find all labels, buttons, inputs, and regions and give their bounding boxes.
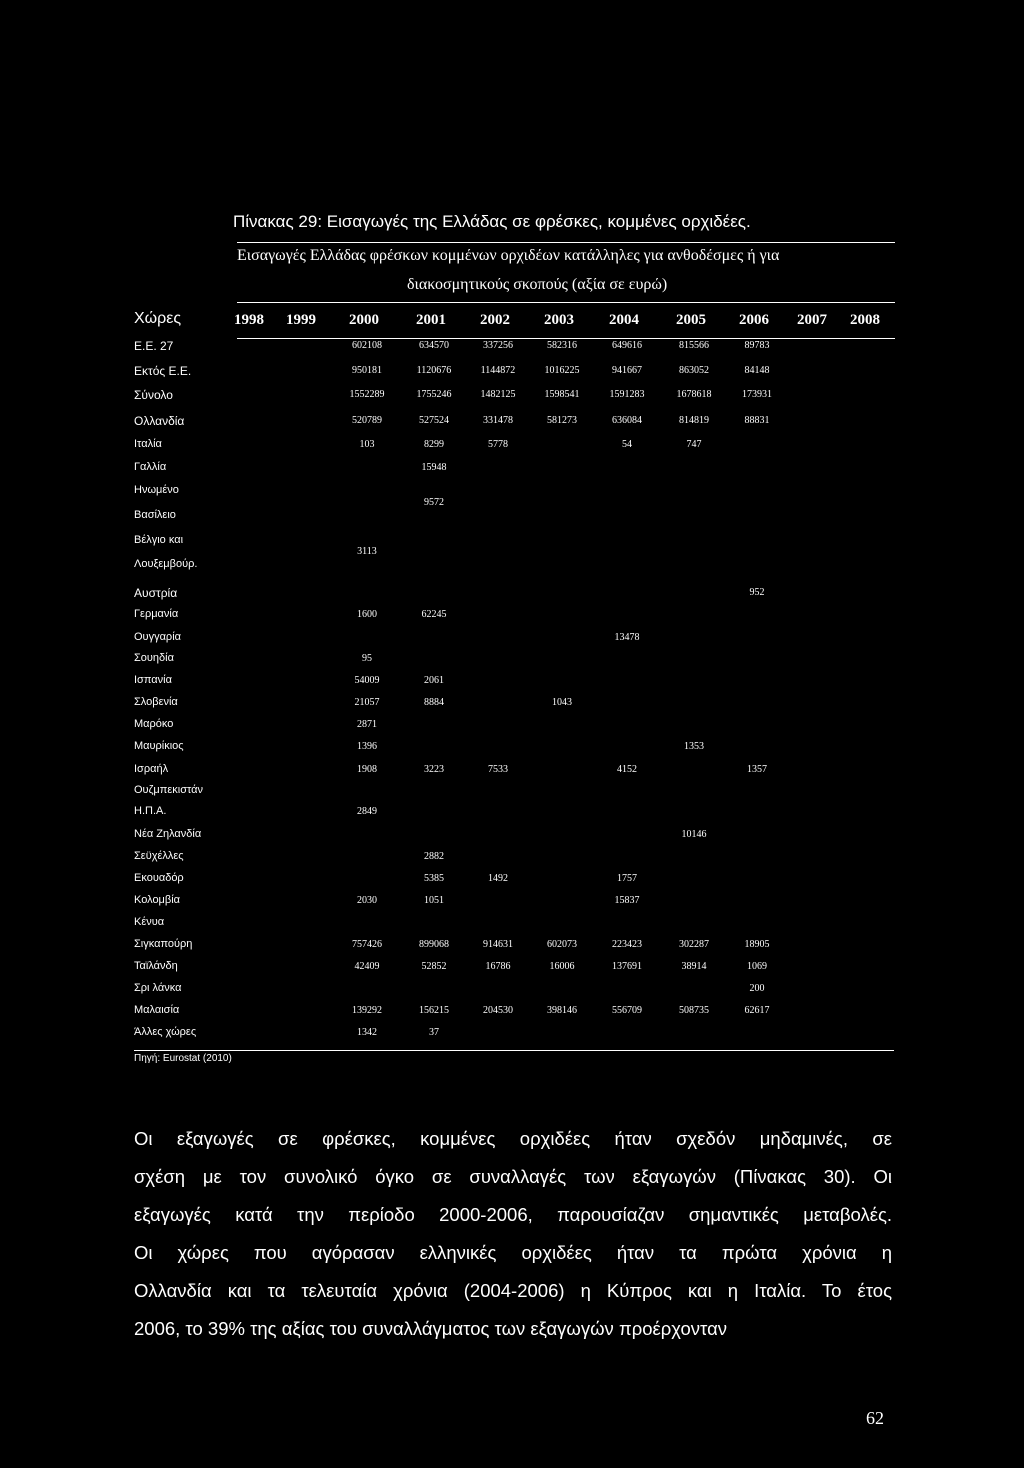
row-label: Σύνολο — [134, 388, 173, 402]
table-cell: 223423 — [612, 939, 642, 950]
table-cell: 13478 — [614, 632, 640, 643]
table-cell: 2849 — [357, 806, 377, 817]
table-cell: 1016225 — [544, 365, 580, 376]
table-cell: 602073 — [547, 939, 577, 950]
table-cell: 337256 — [483, 340, 513, 351]
table-header-line1: Εισαγωγές Ελλάδας φρέσκων κομμένων ορχιδέων κατάλληλες για ανθοδέσμες ή για — [237, 247, 780, 264]
year-header-2007: 2007 — [797, 312, 827, 328]
row-label: Νέα Ζηλανδία — [134, 828, 202, 840]
row-label-part: Βασίλειο — [134, 509, 176, 521]
table-cell: 10146 — [681, 829, 707, 840]
countries-column-header: Χώρες — [134, 310, 182, 327]
table-cell: 8884 — [424, 697, 444, 708]
table-cell: 15837 — [614, 895, 640, 906]
row-label: Ε.Ε. 27 — [134, 339, 174, 353]
table-cell: 331478 — [483, 415, 513, 426]
row-label: Σεϋχέλλες — [134, 850, 184, 862]
table-cell: 88831 — [744, 415, 770, 426]
row-label: Γαλλία — [134, 461, 167, 473]
row-label: Αυστρία — [134, 586, 178, 600]
table-cell: 16786 — [485, 961, 511, 972]
table-cell: 757426 — [352, 939, 382, 950]
row-label: Εκτός Ε.Ε. — [134, 364, 192, 378]
row-label: Μαρόκο — [134, 718, 174, 730]
paragraph-line: 2006, το 39% της αξίας του συναλλάγματος των εξαγωγών προέρχονταν — [134, 1318, 728, 1339]
table-cell: 649616 — [612, 340, 642, 351]
row-label: Μαλαισία — [134, 1004, 180, 1016]
table-cell: 1482125 — [480, 389, 516, 400]
row-label: Ιταλία — [134, 438, 162, 450]
table-cell: 520789 — [352, 415, 382, 426]
year-header-1999: 1999 — [286, 312, 316, 328]
table-cell: 899068 — [419, 939, 449, 950]
table-cell: 302287 — [679, 939, 709, 950]
paragraph-line: Ολλανδία και τα τελευταία χρόνια (2004-2006) η Κύπρος και η Ιταλία. Το έτος — [134, 1280, 892, 1301]
row-label: Ολλανδία — [134, 414, 185, 428]
table-cell: 527524 — [419, 415, 449, 426]
table-cell: 508735 — [679, 1005, 709, 1016]
table-top-rule — [237, 242, 895, 243]
table-cell: 9572 — [424, 496, 444, 508]
table-cell: 16006 — [549, 961, 575, 972]
row-label: Άλλες χώρες — [134, 1026, 197, 1038]
table-cell: 5778 — [488, 439, 508, 450]
row-label: Μαυρίκιος — [134, 740, 184, 752]
table-cell: 1353 — [684, 741, 704, 752]
table-cell: 815566 — [679, 340, 709, 351]
table-cell: 2871 — [357, 719, 377, 730]
table-cell: 1120676 — [416, 365, 452, 376]
year-header-2000: 2000 — [349, 312, 379, 328]
row-label: Σρι λάνκα — [134, 982, 182, 994]
row-label-part: Λουξεμβούρ. — [134, 558, 198, 570]
row-label: Σουηδία — [134, 652, 174, 664]
table-cell: 1069 — [747, 961, 767, 972]
table-cell: 18905 — [744, 939, 770, 950]
year-header-2002: 2002 — [480, 312, 510, 328]
row-label: Ταϊλάνδη — [134, 960, 178, 972]
table-cell: 1492 — [488, 873, 508, 884]
table-cell: 1591283 — [609, 389, 645, 400]
row-label: Κολομβία — [134, 894, 181, 906]
table-cell: 747 — [686, 439, 702, 450]
table-cell: 52852 — [421, 961, 447, 972]
year-header-2006: 2006 — [739, 312, 769, 328]
year-header-1998: 1998 — [234, 312, 264, 328]
row-label-part: Βέλγιο και — [134, 534, 184, 546]
table-cell: 1051 — [424, 895, 444, 906]
table-years-rule — [237, 338, 895, 339]
table-cell: 634570 — [419, 340, 449, 351]
table-cell: 941667 — [612, 365, 642, 376]
table-cell: 95 — [362, 653, 372, 664]
table-caption: Πίνακας 29: Εισαγωγές της Ελλάδας σε φρέσκες, κομμένες ορχιδέες. — [233, 212, 751, 231]
row-label: Ισπανία — [134, 674, 172, 686]
table-cell: 1678618 — [676, 389, 712, 400]
table-cell: 950181 — [352, 365, 382, 376]
table-cell: 84148 — [744, 365, 770, 376]
table-cell: 2882 — [424, 851, 444, 862]
table-cell: 2061 — [424, 675, 444, 686]
table-cell: 1908 — [357, 764, 377, 775]
table-cell: 1600 — [357, 609, 377, 620]
table-cell: 4152 — [617, 764, 637, 775]
table-cell: 602108 — [352, 340, 382, 351]
table-cell: 15948 — [421, 462, 447, 473]
page-number: 62 — [866, 1408, 884, 1428]
table-cell: 3113 — [357, 546, 377, 557]
table-cell: 173931 — [742, 389, 772, 400]
table-cell: 3223 — [424, 764, 444, 775]
table-cell: 1757 — [617, 873, 637, 884]
table-cell: 89783 — [744, 340, 770, 351]
year-header-2001: 2001 — [416, 312, 446, 328]
table-header-rule — [237, 302, 895, 303]
table-cell: 8299 — [424, 439, 444, 450]
table-cell: 62245 — [421, 609, 447, 620]
table-cell: 398146 — [547, 1005, 577, 1016]
table-cell: 54009 — [354, 675, 380, 686]
year-header-2005: 2005 — [676, 312, 706, 328]
table-cell: 37 — [429, 1027, 439, 1038]
table-cell: 1755246 — [416, 389, 452, 400]
body-paragraph — [134, 1120, 892, 1348]
paragraph-line: σχέση με τον συνολικό όγκο σε συναλλαγές των εξαγωγών (Πίνακας 30). Οι — [134, 1166, 892, 1187]
row-label: Σλοβενία — [134, 696, 178, 708]
table-cell: 1043 — [552, 697, 572, 708]
year-header-2004: 2004 — [609, 312, 639, 328]
row-label: Εκουαδόρ — [134, 872, 184, 884]
table-cell: 914631 — [483, 939, 513, 950]
row-label: Γερμανία — [134, 608, 179, 620]
table-cell: 636084 — [612, 415, 642, 426]
table-cell: 200 — [749, 983, 765, 994]
table-cell: 42409 — [354, 961, 380, 972]
table-header-line2: διακοσμητικούς σκοπούς (αξία σε ευρώ) — [407, 276, 668, 293]
table-cell: 814819 — [679, 415, 709, 426]
row-label: Η.Π.Α. — [134, 805, 167, 817]
table-cell: 582316 — [547, 340, 577, 351]
paragraph-line: Οι χώρες που αγόρασαν ελληνικές ορχιδέες ήταν τα πρώτα χρόνια η — [134, 1242, 892, 1263]
table-cell: 1342 — [357, 1027, 377, 1038]
paragraph-line: εξαγωγές κατά την περίοδο 2000-2006, παρουσίαζαν σημαντικές μεταβολές. — [134, 1204, 892, 1225]
table-cell: 863052 — [679, 365, 709, 376]
table-cell: 7533 — [488, 764, 508, 775]
table-cell: 137691 — [612, 961, 642, 972]
row-label: Κένυα — [134, 916, 165, 928]
row-label: Ισραήλ — [134, 763, 169, 775]
row-label: Ουγγαρία — [134, 631, 181, 643]
table-cell: 2030 — [357, 895, 377, 906]
table-cell: 581273 — [547, 415, 577, 426]
table-cell: 54 — [622, 439, 632, 450]
year-header-2008: 2008 — [850, 312, 880, 328]
table-cell: 1144872 — [480, 365, 516, 376]
row-label: Σιγκαπούρη — [134, 938, 193, 950]
table-cell: 156215 — [419, 1005, 449, 1016]
row-label-part: Ηνωμένο — [134, 484, 179, 496]
table-cell: 1552289 — [349, 389, 385, 400]
table-cell: 139292 — [352, 1005, 382, 1016]
table-cell: 1598541 — [544, 389, 580, 400]
year-header-2003: 2003 — [544, 312, 574, 328]
table-bottom-rule — [134, 1050, 894, 1051]
table-cell: 556709 — [612, 1005, 642, 1016]
paragraph-line: Οι εξαγωγές σε φρέσκες, κομμένες ορχιδέες ήταν σχεδόν μηδαμινές, σε — [134, 1128, 892, 1149]
table-cell: 204530 — [483, 1005, 513, 1016]
table-cell: 103 — [359, 439, 375, 450]
table-cell: 1357 — [747, 764, 767, 775]
table-cell: 1396 — [357, 741, 377, 752]
row-label: Ουζμπεκιστάν — [134, 784, 204, 796]
table-cell: 952 — [749, 587, 765, 598]
table-cell: 62617 — [744, 1005, 770, 1016]
table-cell: 21057 — [354, 697, 380, 708]
table-source: Πηγή: Eurostat (2010) — [134, 1053, 232, 1064]
table-cell: 38914 — [681, 961, 707, 972]
table-cell: 5385 — [424, 873, 444, 884]
